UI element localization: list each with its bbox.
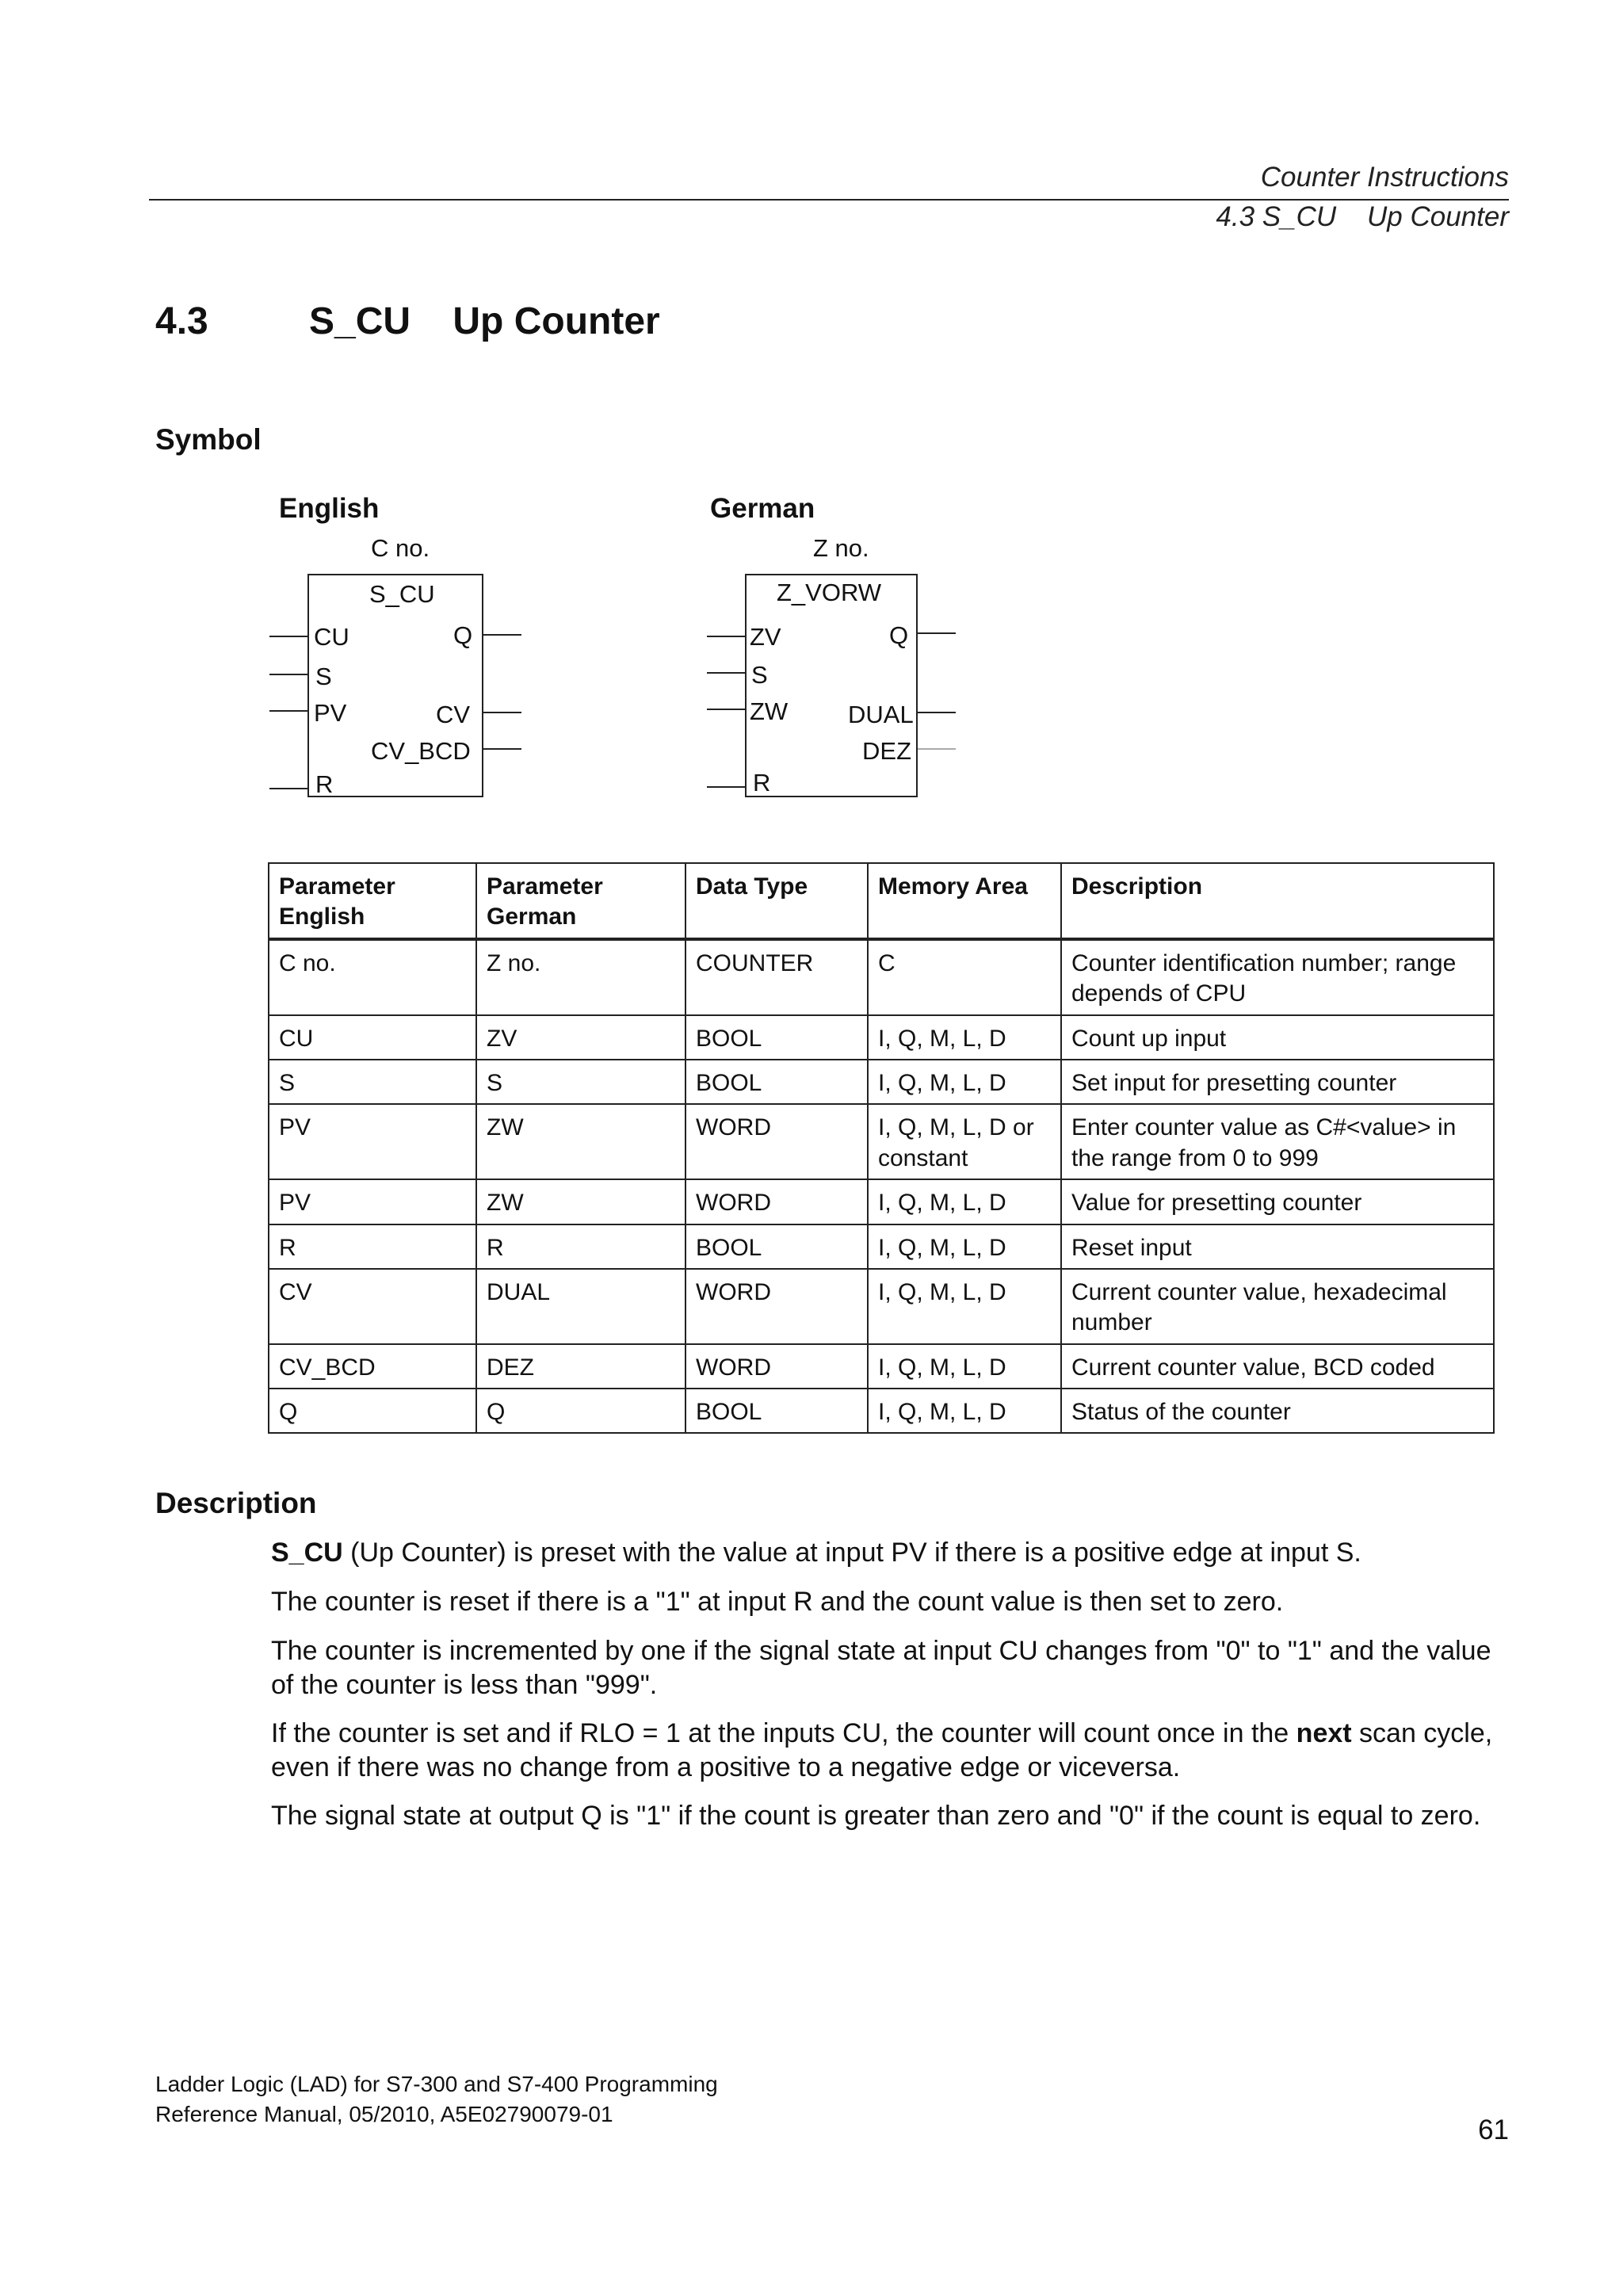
table-cell: I, Q, M, L, D or constant xyxy=(868,1104,1061,1179)
pin-q-de: Q xyxy=(889,621,909,649)
table-row xyxy=(269,1104,1494,1179)
table-cell: BOOL xyxy=(685,1060,868,1104)
pin-s-de: S xyxy=(751,661,768,689)
table-cell: I, Q, M, L, D xyxy=(868,1344,1061,1389)
table-cell: WORD xyxy=(685,1344,868,1389)
col-header-description: Description xyxy=(1061,863,1494,939)
wire-in-s-de xyxy=(707,672,745,674)
pin-dez: DEZ xyxy=(862,737,911,765)
p4-text-b: scan cycle, even if there was no change from a positive to a negative edge or viceversa. xyxy=(271,1718,1493,1783)
table-row xyxy=(269,1179,1494,1224)
table-cell: CV_BCD xyxy=(269,1344,476,1389)
table-row xyxy=(269,1224,1494,1269)
table-cell: DEZ xyxy=(476,1344,685,1389)
table-cell: C no. xyxy=(269,939,476,1015)
table-cell: I, Q, M, L, D xyxy=(868,1224,1061,1269)
table-cell: PV xyxy=(269,1179,476,1224)
wire-in-zv xyxy=(707,636,745,637)
description-heading: Description xyxy=(155,1487,317,1519)
table-cell: I, Q, M, L, D xyxy=(868,1015,1061,1060)
english-block-name: S_CU xyxy=(369,580,435,608)
description-paragraph-5: The signal state at output Q is "1" if the count is greater than zero and "0" if the count is equal to zero. xyxy=(271,1801,1481,1831)
wire-out-cv-bcd xyxy=(483,748,521,750)
description-paragraph-2: The counter is reset if there is a "1" at input R and the count value is then set to zero. xyxy=(271,1587,1284,1617)
wire-in-r-de xyxy=(707,786,745,788)
col-header-parameter-german: Parameter German xyxy=(476,863,685,939)
table-cell: Q xyxy=(476,1389,685,1433)
table-cell: I, Q, M, L, D xyxy=(868,1389,1061,1433)
table-cell: I, Q, M, L, D xyxy=(868,1060,1061,1104)
pin-s: S xyxy=(315,663,332,690)
english-label: English xyxy=(279,493,380,524)
pin-cv: CV xyxy=(436,701,471,728)
table-row xyxy=(269,1060,1494,1104)
section-number: 4.3 xyxy=(155,300,208,342)
table-cell: ZW xyxy=(476,1104,685,1179)
table-cell: PV xyxy=(269,1104,476,1179)
section-title: S_CU Up Counter xyxy=(309,300,660,342)
table-cell: BOOL xyxy=(685,1224,868,1269)
table-header-row xyxy=(269,863,1494,939)
running-header-section: 4.3 S_CU Up Counter xyxy=(1216,201,1509,232)
table-cell: Status of the counter xyxy=(1061,1389,1494,1433)
table-row xyxy=(269,1269,1494,1344)
footer-title: Ladder Logic (LAD) for S7-300 and S7-400 Programming xyxy=(155,2072,718,2096)
table-cell: I, Q, M, L, D xyxy=(868,1269,1061,1344)
table-cell: CU xyxy=(269,1015,476,1060)
pin-zv: ZV xyxy=(750,623,781,651)
wire-out-q xyxy=(483,634,521,636)
page-number: 61 xyxy=(1478,2115,1509,2145)
wire-in-r xyxy=(269,788,307,789)
table-cell: WORD xyxy=(685,1179,868,1224)
table-cell: I, Q, M, L, D xyxy=(868,1179,1061,1224)
table-cell: C xyxy=(868,939,1061,1015)
wire-in-pv xyxy=(269,710,307,712)
pin-cv-bcd: CV_BCD xyxy=(371,737,471,765)
table-cell: Current counter value, BCD coded xyxy=(1061,1344,1494,1389)
table-row xyxy=(269,1015,1494,1060)
pin-zw: ZW xyxy=(750,697,789,725)
wire-in-zw xyxy=(707,709,745,710)
pin-pv: PV xyxy=(314,699,347,727)
table-cell: Reset input xyxy=(1061,1224,1494,1269)
col-header-parameter-english: Parameter English xyxy=(269,863,476,939)
table-cell: COUNTER xyxy=(685,939,868,1015)
table-cell: CV xyxy=(269,1269,476,1344)
german-label: German xyxy=(710,493,815,524)
pin-r: R xyxy=(315,770,334,798)
table-row xyxy=(269,1344,1494,1389)
table-cell: BOOL xyxy=(685,1015,868,1060)
table-cell: Enter counter value as C#<value> in the range from 0 to 999 xyxy=(1061,1104,1494,1179)
running-header-chapter: Counter Instructions xyxy=(1260,162,1509,193)
table-cell: S xyxy=(269,1060,476,1104)
p1-text: (Up Counter) is preset with the value at input PV if there is a positive edge at input S. xyxy=(342,1538,1361,1568)
description-paragraph-4 xyxy=(271,1717,1507,1785)
description-paragraph-1 xyxy=(271,1536,1507,1570)
table-row xyxy=(269,1389,1494,1433)
german-block-name: Z_VORW xyxy=(777,579,882,606)
wire-out-dual xyxy=(918,712,956,713)
table-cell: Value for presetting counter xyxy=(1061,1179,1494,1224)
table-cell: BOOL xyxy=(685,1389,868,1433)
wire-out-cv xyxy=(483,712,521,713)
wire-out-dez xyxy=(918,748,956,750)
wire-out-q-de xyxy=(918,632,956,634)
table-cell: WORD xyxy=(685,1104,868,1179)
p4-text-a: If the counter is set and if RLO = 1 at the inputs CU, the counter will count once in the xyxy=(271,1718,1296,1748)
table-cell: Set input for presetting counter xyxy=(1061,1060,1494,1104)
table-cell: Current counter value, hexadecimal number xyxy=(1061,1269,1494,1344)
table-cell: DUAL xyxy=(476,1269,685,1344)
pin-q: Q xyxy=(453,621,473,649)
parameter-table xyxy=(268,862,1495,1434)
english-counter-number: C no. xyxy=(371,534,430,562)
header-rule xyxy=(149,199,1509,201)
table-row xyxy=(269,939,1494,1015)
table-cell: R xyxy=(476,1224,685,1269)
table-cell: S xyxy=(476,1060,685,1104)
wire-in-s xyxy=(269,674,307,675)
table-cell: Q xyxy=(269,1389,476,1433)
col-header-memory-area: Memory Area xyxy=(868,863,1061,939)
next-bold-term: next xyxy=(1296,1718,1352,1748)
description-paragraph-3: The counter is incremented by one if the signal state at input CU changes from "0" to "1" and the value of the counter is less than "999". xyxy=(271,1636,1491,1701)
table-cell: Counter identification number; range depends of CPU xyxy=(1061,939,1494,1015)
scu-bold-term: S_CU xyxy=(271,1538,343,1568)
table-cell: Count up input xyxy=(1061,1015,1494,1060)
footer-manual: Reference Manual, 05/2010, A5E02790079-01 xyxy=(155,2102,613,2126)
table-cell: ZV xyxy=(476,1015,685,1060)
pin-dual: DUAL xyxy=(848,701,914,728)
wire-in-cu xyxy=(269,636,307,637)
german-counter-number: Z no. xyxy=(813,534,869,562)
table-cell: R xyxy=(269,1224,476,1269)
col-header-data-type: Data Type xyxy=(685,863,868,939)
symbol-heading: Symbol xyxy=(155,423,262,456)
pin-cu: CU xyxy=(314,623,349,651)
pin-r-de: R xyxy=(753,769,771,797)
table-cell: ZW xyxy=(476,1179,685,1224)
table-cell: WORD xyxy=(685,1269,868,1344)
table-cell: Z no. xyxy=(476,939,685,1015)
